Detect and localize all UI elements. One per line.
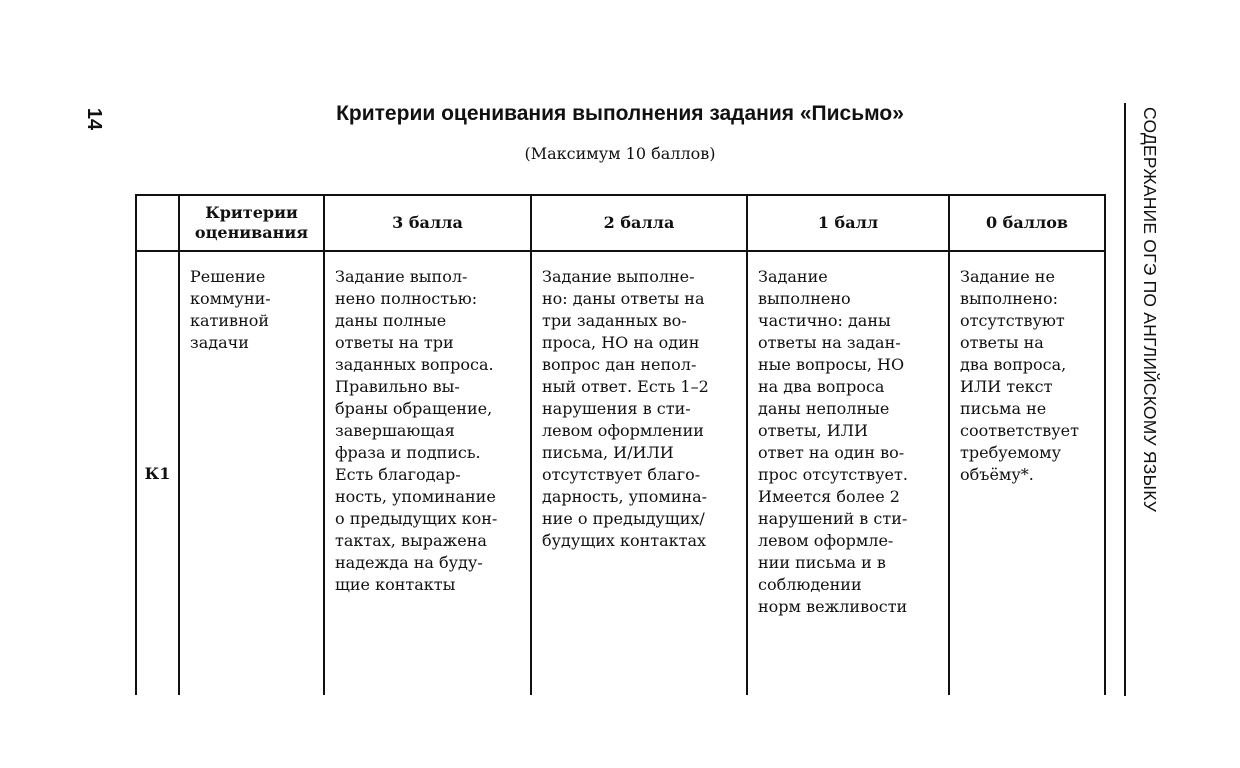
running-header: СОДЕРЖАНИЕ ОГЭ ПО АНГЛИЙСКОМУ ЯЗЫКУ — [1140, 107, 1160, 513]
score-0-description: Задание не выполнено: отсутствуют ответы на два вопроса, ИЛИ текст письма не соответствует требуемому объёму*. — [949, 251, 1105, 695]
table-row — [136, 251, 1105, 695]
table-header-row — [136, 195, 1105, 251]
score-2-description: Задание выполне- но: даны ответы на три заданных во- проса, НО на один вопрос дан непол- ный ответ. Есть 1–2 нарушения в сти- левом оформлении письма, И/ИЛИ отсутствует благо- дарность, упомина- ние о предыдущих/ будущих контактах — [531, 251, 747, 695]
page-title: Критерии оценивания выполнения задания «Письмо» — [336, 102, 904, 125]
header-code — [136, 195, 179, 251]
score-3-description: Задание выпол- нено полностью: даны полные ответы на три заданных вопроса. Правильно вы- браны обращение, завершающая фраза и подпись. Есть благодар- ность, упоминание о предыдущих кон- тактах, выражена надежда на буду- щие контакты — [324, 251, 531, 695]
criteria-table — [135, 194, 1106, 695]
page-subtitle: (Максимум 10 баллов) — [524, 144, 716, 163]
header-2-points: 2 балла — [531, 195, 747, 251]
header-1-point: 1 балл — [747, 195, 949, 251]
criterion-code: К1 — [136, 251, 179, 695]
criterion-name: Решение коммуни- кативной задачи — [179, 251, 324, 695]
header-3-points: 3 балла — [324, 195, 531, 251]
score-1-description: Задание выполнено частично: даны ответы на задан- ные вопросы, НО на два вопроса даны неполные ответы, ИЛИ ответ на один во- прос отсутствует. Имеется более 2 нарушений в сти- левом оформле- нии письма и в соблюдении норм вежливости — [747, 251, 949, 695]
page-number: 14 — [83, 107, 105, 131]
side-divider — [1124, 103, 1126, 696]
header-criteria: Критерии оценивания — [179, 195, 324, 251]
header-0-points: 0 баллов — [949, 195, 1105, 251]
